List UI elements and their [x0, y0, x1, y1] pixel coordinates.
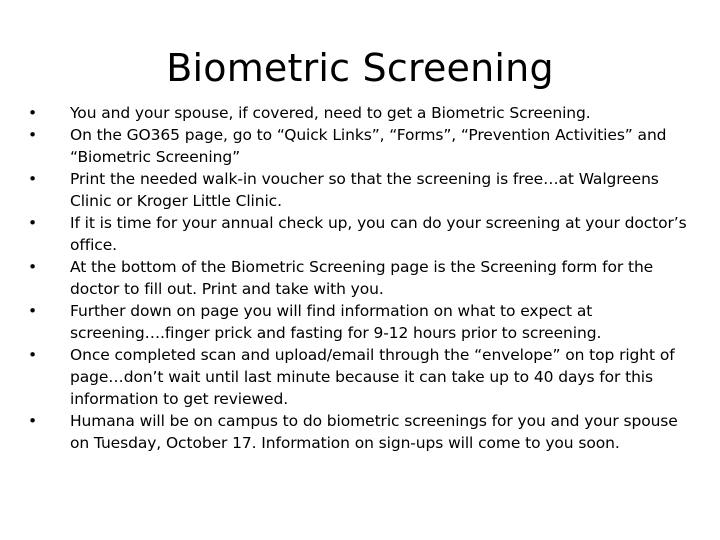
bullet-item: [28, 124, 688, 168]
bullet-text: At the bottom of the Biometric Screening page is the Screening form for the doctor to fill out. Print and take with you.: [70, 258, 654, 298]
slide-title: Biometric Screening: [166, 46, 554, 90]
bullet-dot-icon: •: [28, 302, 38, 320]
bullet-dot-icon: •: [28, 412, 38, 430]
bullet-text: Further down on page you will find information on what to expect at screening….finger prick and fasting for 9-12 hours prior to screening.: [70, 302, 602, 342]
bullet-item: [28, 212, 688, 256]
bullet-dot-icon: •: [28, 126, 38, 144]
bullet-item: [28, 300, 688, 344]
bullet-text: If it is time for your annual check up, you can do your screening at your doctor’s office.: [70, 214, 687, 254]
bullet-text: Humana will be on campus to do biometric screenings for you and your spouse on Tuesday, October 17. Information on sign-ups will come to you soon.: [70, 412, 678, 452]
bullet-text: Once completed scan and upload/email through the “envelope” on top right of page…don’t wait until last minute because it can take up to 40 days for this information to get reviewed.: [70, 346, 675, 408]
bullet-item: [28, 168, 688, 212]
bullet-item: [28, 410, 688, 454]
bullet-dot-icon: •: [28, 170, 38, 188]
bullet-item: [28, 344, 688, 410]
bullet-text: Print the needed walk-in voucher so that the screening is free…at Walgreens Clinic or Kroger Little Clinic.: [70, 170, 659, 210]
bullet-dot-icon: •: [28, 346, 38, 364]
bullet-list: [28, 102, 688, 454]
bullet-text: On the GO365 page, go to “Quick Links”, “Forms”, “Prevention Activities” and “Biometric Screening”: [70, 126, 667, 166]
bullet-dot-icon: •: [28, 258, 38, 276]
bullet-item: [28, 256, 688, 300]
bullet-dot-icon: •: [28, 214, 38, 232]
bullet-dot-icon: •: [28, 104, 38, 122]
bullet-item: [28, 102, 688, 124]
bullet-text: You and your spouse, if covered, need to get a Biometric Screening.: [70, 104, 591, 122]
